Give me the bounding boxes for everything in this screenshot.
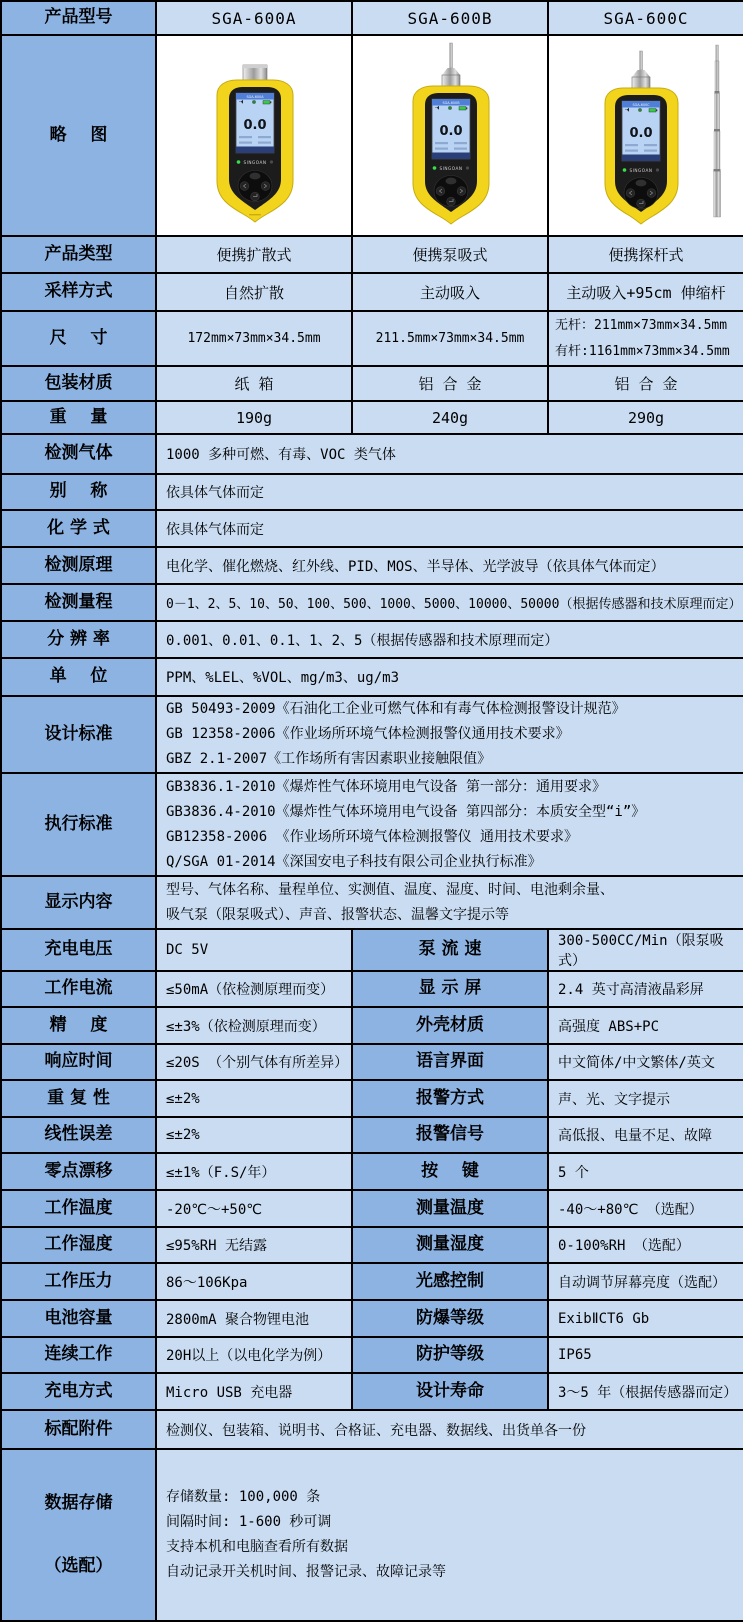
- zero-drift-value: ≤±1%（F.S/年）: [156, 1153, 352, 1190]
- brand-text: SINGOAN: [243, 160, 267, 165]
- data-storage-label-line: （选配）: [44, 1556, 113, 1577]
- device-photo-sga-600c: [549, 37, 743, 234]
- row-pair-2: [1, 1007, 743, 1044]
- telescopic-rod: [714, 45, 721, 217]
- response-time-value: ≤20S （个别气体有所差异）: [156, 1044, 352, 1080]
- svg-text:SGA-600B: SGA-600B: [442, 101, 460, 105]
- row-resolution: [1, 621, 743, 658]
- accessories-value: 检测仪、包装箱、说明书、合格证、充电器、数据线、出货单各一份: [156, 1410, 743, 1449]
- battery-icon: [263, 101, 270, 104]
- screen-reading: 0.0: [629, 126, 653, 141]
- button-cluster: [238, 171, 272, 202]
- screen-reading: 0.0: [439, 124, 463, 139]
- product-type-b: 便携泵吸式: [352, 236, 548, 273]
- detection-principle-value: 电化学、催化燃烧、红外线、PID、MOS、半导体、光学波导（依具体气体而定）: [156, 547, 743, 584]
- power-icon: [270, 160, 273, 163]
- data-storage-line: 支持本机和电脑查看所有数据: [166, 1539, 348, 1555]
- design-standard-value: [156, 696, 743, 773]
- continuous-work-value: 20H以上（以电化学为例）: [156, 1337, 352, 1373]
- row-label-dimensions: 尺 寸: [1, 311, 156, 366]
- row-label-display-screen: 显 示 屏: [352, 971, 548, 1007]
- row-label-charge-voltage: 充电电压: [1, 929, 156, 971]
- row-label-light-control: 光感控制: [352, 1263, 548, 1300]
- exec-standard-line: GB12358-2006 《作业场所环境气体检测报警仪 通用技术要求》: [166, 828, 579, 845]
- row-label-sampling-method: 采样方式: [1, 273, 156, 311]
- charge-method-value: Micro USB 充电器: [156, 1373, 352, 1410]
- lcd-screen: [432, 99, 470, 159]
- pump-flow-value: 300-500CC/Min（限泵吸式）: [548, 929, 743, 971]
- sampling-a: 自然扩散: [156, 273, 352, 311]
- product-type-a: 便携扩散式: [156, 236, 352, 273]
- row-label-working-temperature: 工作温度: [1, 1190, 156, 1227]
- row-label-detection-range: 检测量程: [1, 584, 156, 621]
- row-chemical-formula: [1, 510, 743, 547]
- brand-text: SINGOAN: [629, 168, 653, 173]
- exec-standard-line: Q/SGA 01-2014《深国安电子科技有限公司企业执行标准》: [166, 853, 542, 870]
- chemical-formula-value: 依具体气体而定: [156, 510, 743, 547]
- row-dimensions: [1, 311, 743, 366]
- device-photo-sga-600b: [353, 37, 548, 234]
- row-label-buttons: 按 键: [352, 1153, 548, 1190]
- accuracy-value: ≤±3%（依检测原理而变）: [156, 1007, 352, 1044]
- sampling-b: 主动吸入: [352, 273, 548, 311]
- svg-text:SGA-600A: SGA-600A: [246, 95, 264, 99]
- row-pair-9: [1, 1263, 743, 1300]
- working-humidity-value: ≤95%RH 无结露: [156, 1227, 352, 1263]
- row-pair-10: [1, 1300, 743, 1337]
- working-current-value: ≤50mA（依检测原理而变）: [156, 971, 352, 1007]
- model-name-c: SGA-600C: [548, 1, 743, 35]
- power-icon: [466, 166, 469, 169]
- row-label-chemical-formula: 化 学 式: [1, 510, 156, 547]
- shell-material-value: 高强度 ABS+PC: [548, 1007, 743, 1044]
- row-label-linearity-error: 线性误差: [1, 1117, 156, 1153]
- measure-temperature-value: -40～+80℃ （选配）: [548, 1190, 743, 1227]
- buttons-value: 5 个: [548, 1153, 743, 1190]
- data-storage-value: [156, 1449, 743, 1621]
- battery-icon: [459, 107, 466, 110]
- row-label-detection-principle: 检测原理: [1, 547, 156, 584]
- row-pair-0: [1, 929, 743, 971]
- row-label-response-time: 响应时间: [1, 1044, 156, 1080]
- row-display-content: [1, 876, 743, 929]
- display-screen-value: 2.4 英寸高清液晶彩屏: [548, 971, 743, 1007]
- fan-icon: [638, 108, 642, 112]
- dimensions-b: 211.5mm×73mm×34.5mm: [352, 311, 548, 366]
- model-name-b: SGA-600B: [352, 1, 548, 35]
- row-label-pump-flow: 泵 流 速: [352, 929, 548, 971]
- row-detected-gas: [1, 434, 743, 474]
- alarm-signal-value: 高低报、电量不足、故障: [548, 1117, 743, 1153]
- row-label-accessories: 标配附件: [1, 1410, 156, 1449]
- row-pair-11: [1, 1337, 743, 1373]
- dimensions-c: [548, 311, 743, 366]
- photo-cell-sga-600b: [352, 35, 548, 236]
- row-label-data-storage: [1, 1449, 156, 1621]
- exec-standard-line: GB3836.1-2010《爆炸性气体环境用电气设备 第一部分：通用要求》: [166, 778, 607, 795]
- design-standard-line: GB 12358-2006《作业场所环境气体检测报警仪通用技术要求》: [166, 726, 570, 742]
- status-led: [623, 168, 627, 172]
- lcd-screen: [622, 101, 660, 161]
- row-label-unit: 单 位: [1, 658, 156, 696]
- design-life-value: 3～5 年（根据传感器而定）: [548, 1373, 743, 1410]
- exec-standard-value: [156, 773, 743, 876]
- weight-c: 290g: [548, 401, 743, 434]
- detection-range-value: 0－1、2、5、10、50、100、500、1000、5000、10000、50000（根据传感器和技术原理而定）: [156, 584, 743, 621]
- row-pair-4: [1, 1080, 743, 1117]
- row-label-working-current: 工作电流: [1, 971, 156, 1007]
- row-data-storage: [1, 1449, 743, 1621]
- row-label-design-life: 设计寿命: [352, 1373, 548, 1410]
- row-label-measure-temperature: 测量温度: [352, 1190, 548, 1227]
- charge-voltage-value: DC 5V: [156, 929, 352, 971]
- row-pair-7: [1, 1190, 743, 1227]
- row-label-alias: 别 称: [1, 474, 156, 510]
- row-exec-standard: [1, 773, 743, 876]
- row-pair-6: [1, 1153, 743, 1190]
- protection-grade-value: IP65: [548, 1337, 743, 1373]
- resolution-value: 0.001、0.01、0.1、1、2、5（根据传感器和技术原理而定）: [156, 621, 743, 658]
- row-label-charge-method: 充电方式: [1, 1373, 156, 1410]
- row-label-alarm-mode: 报警方式: [352, 1080, 548, 1117]
- row-label-sketch: 略 图: [1, 35, 156, 236]
- packing-a: 纸 箱: [156, 366, 352, 401]
- row-design-standard: [1, 696, 743, 773]
- row-label-packing-material: 包装材质: [1, 366, 156, 401]
- row-label-zero-drift: 零点漂移: [1, 1153, 156, 1190]
- row-label-accuracy: 精 度: [1, 1007, 156, 1044]
- row-label-detected-gas: 检测气体: [1, 434, 156, 474]
- photo-cell-sga-600a: [156, 35, 352, 236]
- screen-reading: 0.0: [243, 118, 267, 133]
- row-label-continuous-work: 连续工作: [1, 1337, 156, 1373]
- display-content-value: [156, 876, 743, 929]
- status-led: [237, 160, 241, 164]
- device-photo-sga-600a: [157, 37, 352, 234]
- row-label-explosion-proof-grade: 防爆等级: [352, 1300, 548, 1337]
- working-pressure-value: 86～106Kpa: [156, 1263, 352, 1300]
- repeatability-value: ≤±2%: [156, 1080, 352, 1117]
- display-content-line: 型号、气体名称、量程单位、实测值、温度、湿度、时间、电池剩余量、: [166, 881, 614, 898]
- working-temperature-value: -20℃～+50℃: [156, 1190, 352, 1227]
- button-cluster: [434, 176, 468, 207]
- dimensions-a: 172mm×73mm×34.5mm: [156, 311, 352, 366]
- row-label-display-content: 显示内容: [1, 876, 156, 929]
- dimensions-c-no-rod: 无杆：211mm×73mm×34.5mm: [555, 317, 728, 333]
- battery-icon: [649, 109, 656, 112]
- row-pair-5: [1, 1117, 743, 1153]
- row-sketch: [1, 35, 743, 236]
- explosion-proof-grade-value: ExibⅡCT6 Gb: [548, 1300, 743, 1337]
- photo-cell-sga-600c: [548, 35, 743, 236]
- row-label-resolution: 分 辨 率: [1, 621, 156, 658]
- fan-icon: [252, 100, 256, 104]
- exec-standard-line: GB3836.4-2010《爆炸性气体环境用电气设备 第四部分：本质安全型“i”》: [166, 803, 646, 820]
- linearity-error-value: ≤±2%: [156, 1117, 352, 1153]
- packing-c: 铝 合 金: [548, 366, 743, 401]
- unit-value: PPM、%LEL、%VOL、mg/m3、ug/m3: [156, 658, 743, 696]
- design-standard-line: GB 50493-2009《石油化工企业可燃气体和有毒气体检测报警设计规范》: [166, 701, 626, 717]
- svg-text:SGA-600C: SGA-600C: [632, 103, 650, 107]
- data-storage-line: 间隔时间: 1-600 秒可调: [166, 1514, 332, 1530]
- detected-gas-value: 1000 多种可燃、有毒、VOC 类气体: [156, 434, 743, 474]
- row-label-repeatability: 重 复 性: [1, 1080, 156, 1117]
- row-label-alarm-signal: 报警信号: [352, 1117, 548, 1153]
- light-control-value: 自动调节屏幕亮度（选配）: [548, 1263, 743, 1300]
- sampling-c: 主动吸入+95cm 伸缩杆: [548, 273, 743, 311]
- dimensions-c-with-rod: 有杆:1161mm×73mm×34.5mm: [555, 343, 730, 359]
- row-pair-12: [1, 1373, 743, 1410]
- row-label-product-type: 产品类型: [1, 236, 156, 273]
- row-product-type: [1, 236, 743, 273]
- row-label-exec-standard: 执行标准: [1, 773, 156, 876]
- alias-value: 依具体气体而定: [156, 474, 743, 510]
- row-label-language-ui: 语言界面: [352, 1044, 548, 1080]
- battery-capacity-value: 2800mA 聚合物锂电池: [156, 1300, 352, 1337]
- row-label-working-pressure: 工作压力: [1, 1263, 156, 1300]
- row-detection-principle: [1, 547, 743, 584]
- brand-text: SINGOAN: [439, 166, 463, 171]
- status-led: [433, 166, 437, 170]
- display-content-line: 吸气泵（限泵吸式）、声音、报警状态、温馨文字提示等: [166, 906, 509, 923]
- row-detection-range: [1, 584, 743, 621]
- button-cluster: [624, 178, 658, 209]
- weight-b: 240g: [352, 401, 548, 434]
- row-model: [1, 1, 743, 35]
- product-type-c: 便携探杆式: [548, 236, 743, 273]
- row-unit: [1, 658, 743, 696]
- measure-humidity-value: 0-100%RH （选配）: [548, 1227, 743, 1263]
- power-icon: [656, 168, 659, 171]
- model-name-a: SGA-600A: [156, 1, 352, 35]
- row-alias: [1, 474, 743, 510]
- row-weight: [1, 401, 743, 434]
- data-storage-line: 存储数量: 100,000 条: [166, 1489, 321, 1505]
- row-pair-1: [1, 971, 743, 1007]
- design-standard-line: GBZ 2.1-2007《工作场所有害因素职业接触限值》: [166, 751, 492, 767]
- row-accessories: [1, 1410, 743, 1449]
- row-label-working-humidity: 工作湿度: [1, 1227, 156, 1263]
- row-label-protection-grade: 防护等级: [352, 1337, 548, 1373]
- data-storage-label-line: 数据存储: [44, 1492, 113, 1513]
- row-label-weight: 重 量: [1, 401, 156, 434]
- fan-icon: [448, 106, 452, 110]
- pump-probe: [632, 51, 650, 90]
- data-storage-line: 自动记录开关机时间、报警记录、故障记录等: [166, 1564, 446, 1580]
- alarm-mode-value: 声、光、文字提示: [548, 1080, 743, 1117]
- row-label-battery-capacity: 电池容量: [1, 1300, 156, 1337]
- language-ui-value: 中文简体/中文繁体/英文: [548, 1044, 743, 1080]
- packing-b: 铝 合 金: [352, 366, 548, 401]
- row-pair-3: [1, 1044, 743, 1080]
- row-sampling-method: [1, 273, 743, 311]
- weight-a: 190g: [156, 401, 352, 434]
- lcd-screen: [236, 93, 274, 153]
- row-label-design-standard: 设计标准: [1, 696, 156, 773]
- row-label-model: 产品型号: [1, 1, 156, 35]
- row-pair-8: [1, 1227, 743, 1263]
- row-label-measure-humidity: 测量湿度: [352, 1227, 548, 1263]
- pump-probe: [442, 43, 460, 88]
- row-label-shell-material: 外壳材质: [352, 1007, 548, 1044]
- row-packing-material: [1, 366, 743, 401]
